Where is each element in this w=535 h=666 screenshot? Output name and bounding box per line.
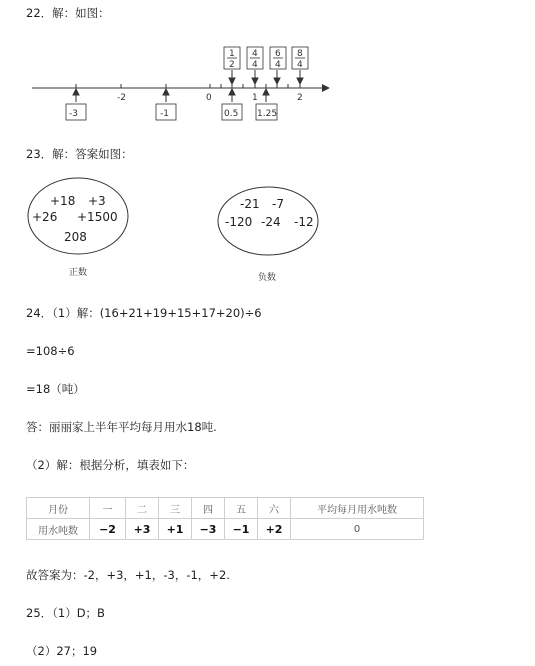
number-line-figure	[0, 0, 535, 140]
fraction-box-1-2	[224, 47, 240, 70]
svg-text:0.5: 0.5	[224, 109, 239, 119]
svg-text:4: 4	[297, 60, 303, 70]
fraction-box-6-4	[270, 47, 286, 70]
negative-item: -12	[294, 215, 314, 229]
positive-item: +18	[50, 194, 76, 208]
below-box-1-25	[256, 104, 277, 120]
above-arrows	[229, 70, 303, 84]
positive-item: +3	[88, 194, 106, 208]
negative-item: -24	[261, 215, 281, 229]
table-cell: +1	[159, 519, 192, 540]
below-box-neg1	[156, 104, 176, 120]
table-header-row	[27, 498, 424, 519]
table-cell: −2	[90, 519, 126, 540]
fraction-box-4-4	[247, 47, 263, 70]
svg-text:6: 6	[275, 49, 281, 59]
table-cell-average: 0	[291, 519, 424, 540]
table-header-cell: 三	[159, 498, 192, 519]
negative-item: -7	[272, 197, 284, 211]
q24-conclusion: 故答案为：-2，+3，+1，-3，-1，+2.	[26, 568, 230, 582]
fraction-box-8-4	[292, 47, 308, 70]
table-header-cell: 二	[126, 498, 159, 519]
svg-text:4: 4	[252, 49, 258, 59]
table-header-cell: 月份	[27, 498, 90, 519]
svg-text:-1: -1	[160, 109, 169, 119]
table-header-cell: 一	[90, 498, 126, 519]
tick-label-neg2: -2	[117, 93, 126, 103]
svg-text:1: 1	[229, 49, 235, 59]
q24-line1: 24．（1）解：(16+21+19+15+17+20)÷6	[26, 306, 262, 320]
q24-part2: （2）解：根据分析，填表如下：	[26, 458, 195, 472]
water-usage-table	[26, 497, 424, 540]
table-cell: +3	[126, 519, 159, 540]
below-box-neg3	[66, 104, 86, 120]
svg-text:4: 4	[275, 60, 281, 70]
table-cell: −1	[225, 519, 258, 540]
positive-item: +26	[32, 210, 58, 224]
negative-item: -21	[240, 197, 260, 211]
tick-label-0: 0	[206, 93, 212, 103]
table-header-cell: 六	[258, 498, 291, 519]
q23-heading: 23．解：答案如图：	[26, 147, 133, 161]
positive-set-label: 正数	[69, 268, 88, 278]
negative-set-label: 负数	[258, 273, 277, 283]
table-cell: +2	[258, 519, 291, 540]
q24-answer: 答：丽丽家上半年平均每月用水18吨.	[26, 420, 217, 434]
svg-text:4: 4	[252, 60, 258, 70]
below-box-0-5	[222, 104, 242, 120]
negative-item: -120	[225, 215, 253, 229]
sets-figure	[0, 170, 535, 285]
below-arrows	[73, 89, 269, 102]
q24-line2: =108÷6	[26, 344, 75, 358]
svg-text:2: 2	[229, 60, 235, 70]
tick-label-2: 2	[297, 93, 303, 103]
tick-label-1: 1	[252, 93, 258, 103]
table-header-cell: 五	[225, 498, 258, 519]
q22-heading: 22．解：如图：	[26, 6, 110, 20]
table-cell: −3	[192, 519, 225, 540]
axis-arrow-icon	[322, 84, 330, 92]
svg-text:8: 8	[297, 49, 303, 59]
svg-text:1.25: 1.25	[257, 109, 278, 119]
positive-item: 208	[64, 230, 87, 244]
table-row	[27, 519, 424, 540]
q24-line3: =18（吨）	[26, 382, 85, 396]
table-row-label: 用水吨数	[27, 519, 90, 540]
q25-line2: （2）27；19	[26, 644, 98, 658]
table-header-cell: 平均每月用水吨数	[291, 498, 424, 519]
svg-text:-3: -3	[69, 109, 78, 119]
positive-item: +1500	[77, 210, 118, 224]
tick-marks	[76, 84, 300, 88]
table-header-cell: 四	[192, 498, 225, 519]
q25-line1: 25．（1）D；B	[26, 606, 105, 620]
